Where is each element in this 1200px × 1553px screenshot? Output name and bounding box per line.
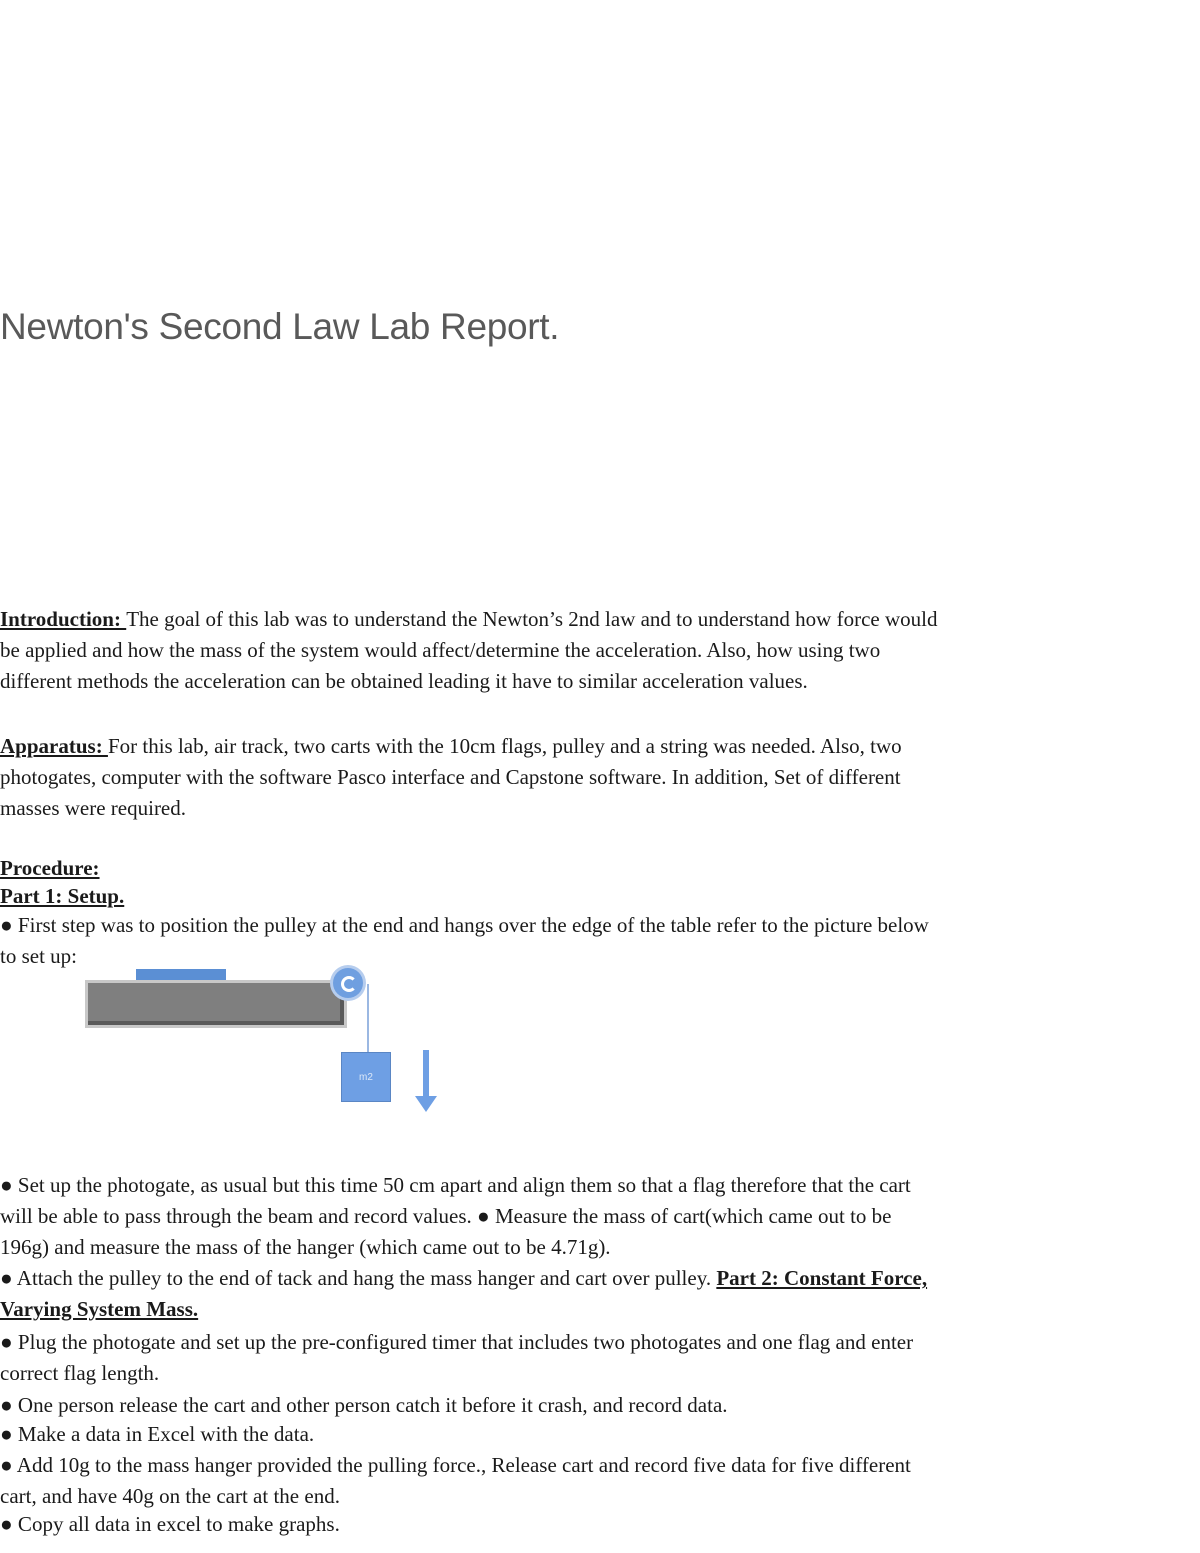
introduction-line: different methods the acceleration can be obtained leading it have to similar acceleration values. bbox=[0, 669, 808, 693]
part2-heading: Part 2: Constant Force, bbox=[716, 1266, 928, 1290]
step-line: cart, and have 40g on the cart at the end. bbox=[0, 1484, 340, 1508]
procedure-step-2 bbox=[0, 1170, 1080, 1263]
air-track-shape bbox=[85, 980, 347, 1028]
introduction-line: The goal of this lab was to understand the Newton’s 2nd law and to understand how force would bbox=[126, 607, 938, 631]
apparatus-label: Apparatus: bbox=[0, 734, 108, 758]
part2-heading-continued: Varying System Mass. bbox=[0, 1297, 199, 1321]
procedure-step-7 bbox=[0, 1450, 1080, 1512]
introduction-label: Introduction: bbox=[0, 607, 127, 631]
introduction-section bbox=[0, 604, 1080, 697]
pulley-icon bbox=[333, 968, 363, 998]
step-line: correct flag length. bbox=[0, 1361, 160, 1385]
setup-diagram bbox=[80, 964, 460, 1124]
procedure-step-4 bbox=[0, 1327, 1080, 1389]
step-line: ● One person release the cart and other person catch it before it crash, and record data. bbox=[0, 1393, 728, 1417]
introduction-line: be applied and how the mass of the system would affect/determine the acceleration. Also, how using two bbox=[0, 638, 881, 662]
step-line: ● Copy all data in excel to make graphs. bbox=[0, 1512, 340, 1536]
mass-label: m2 bbox=[359, 1071, 373, 1083]
step-line: will be able to pass through the beam and record values. ● Measure the mass of cart(which came out to be bbox=[0, 1204, 892, 1228]
down-arrow-icon bbox=[414, 1050, 438, 1114]
procedure-step-1 bbox=[0, 910, 1080, 972]
step-line: ● Set up the photogate, as usual but this time 50 cm apart and align them so that a flag therefore that the cart bbox=[0, 1173, 911, 1197]
procedure-step-3 bbox=[0, 1263, 1080, 1325]
hanging-mass-shape bbox=[341, 1052, 391, 1102]
apparatus-line: photogates, computer with the software Pasco interface and Capstone software. In addition, Set of different bbox=[0, 765, 901, 789]
part1-heading: Part 1: Setup. bbox=[0, 884, 125, 908]
step-line: ● Attach the pulley to the end of tack and hang the mass hanger and cart over pulley. bbox=[0, 1266, 717, 1290]
string-line bbox=[367, 984, 369, 1054]
step-line: ● Make a data in Excel with the data. bbox=[0, 1422, 315, 1446]
procedure-step-5 bbox=[0, 1390, 1080, 1421]
procedure-step-6 bbox=[0, 1419, 1080, 1450]
procedure-step-8 bbox=[0, 1509, 1080, 1540]
apparatus-line: masses were required. bbox=[0, 796, 187, 820]
apparatus-line: For this lab, air track, two carts with the 10cm flags, pulley and a string was needed. Also, two bbox=[107, 734, 902, 758]
step-line: 196g) and measure the mass of the hanger (which came out to be 4.71g). bbox=[0, 1235, 611, 1259]
procedure-section bbox=[0, 854, 1080, 910]
step-line: ● Add 10g to the mass hanger provided the pulling force., Release cart and record five data for five different bbox=[0, 1453, 911, 1477]
step-line: to set up: bbox=[0, 944, 77, 968]
step-line: ● Plug the photogate and set up the pre-configured timer that includes two photogates and one flag and enter bbox=[0, 1330, 914, 1354]
apparatus-section bbox=[0, 731, 1080, 824]
step-line: ● First step was to position the pulley at the end and hangs over the edge of the table refer to the picture below bbox=[0, 913, 929, 937]
procedure-heading: Procedure: bbox=[0, 856, 100, 880]
document-title: Newton's Second Law Lab Report. bbox=[0, 306, 560, 347]
